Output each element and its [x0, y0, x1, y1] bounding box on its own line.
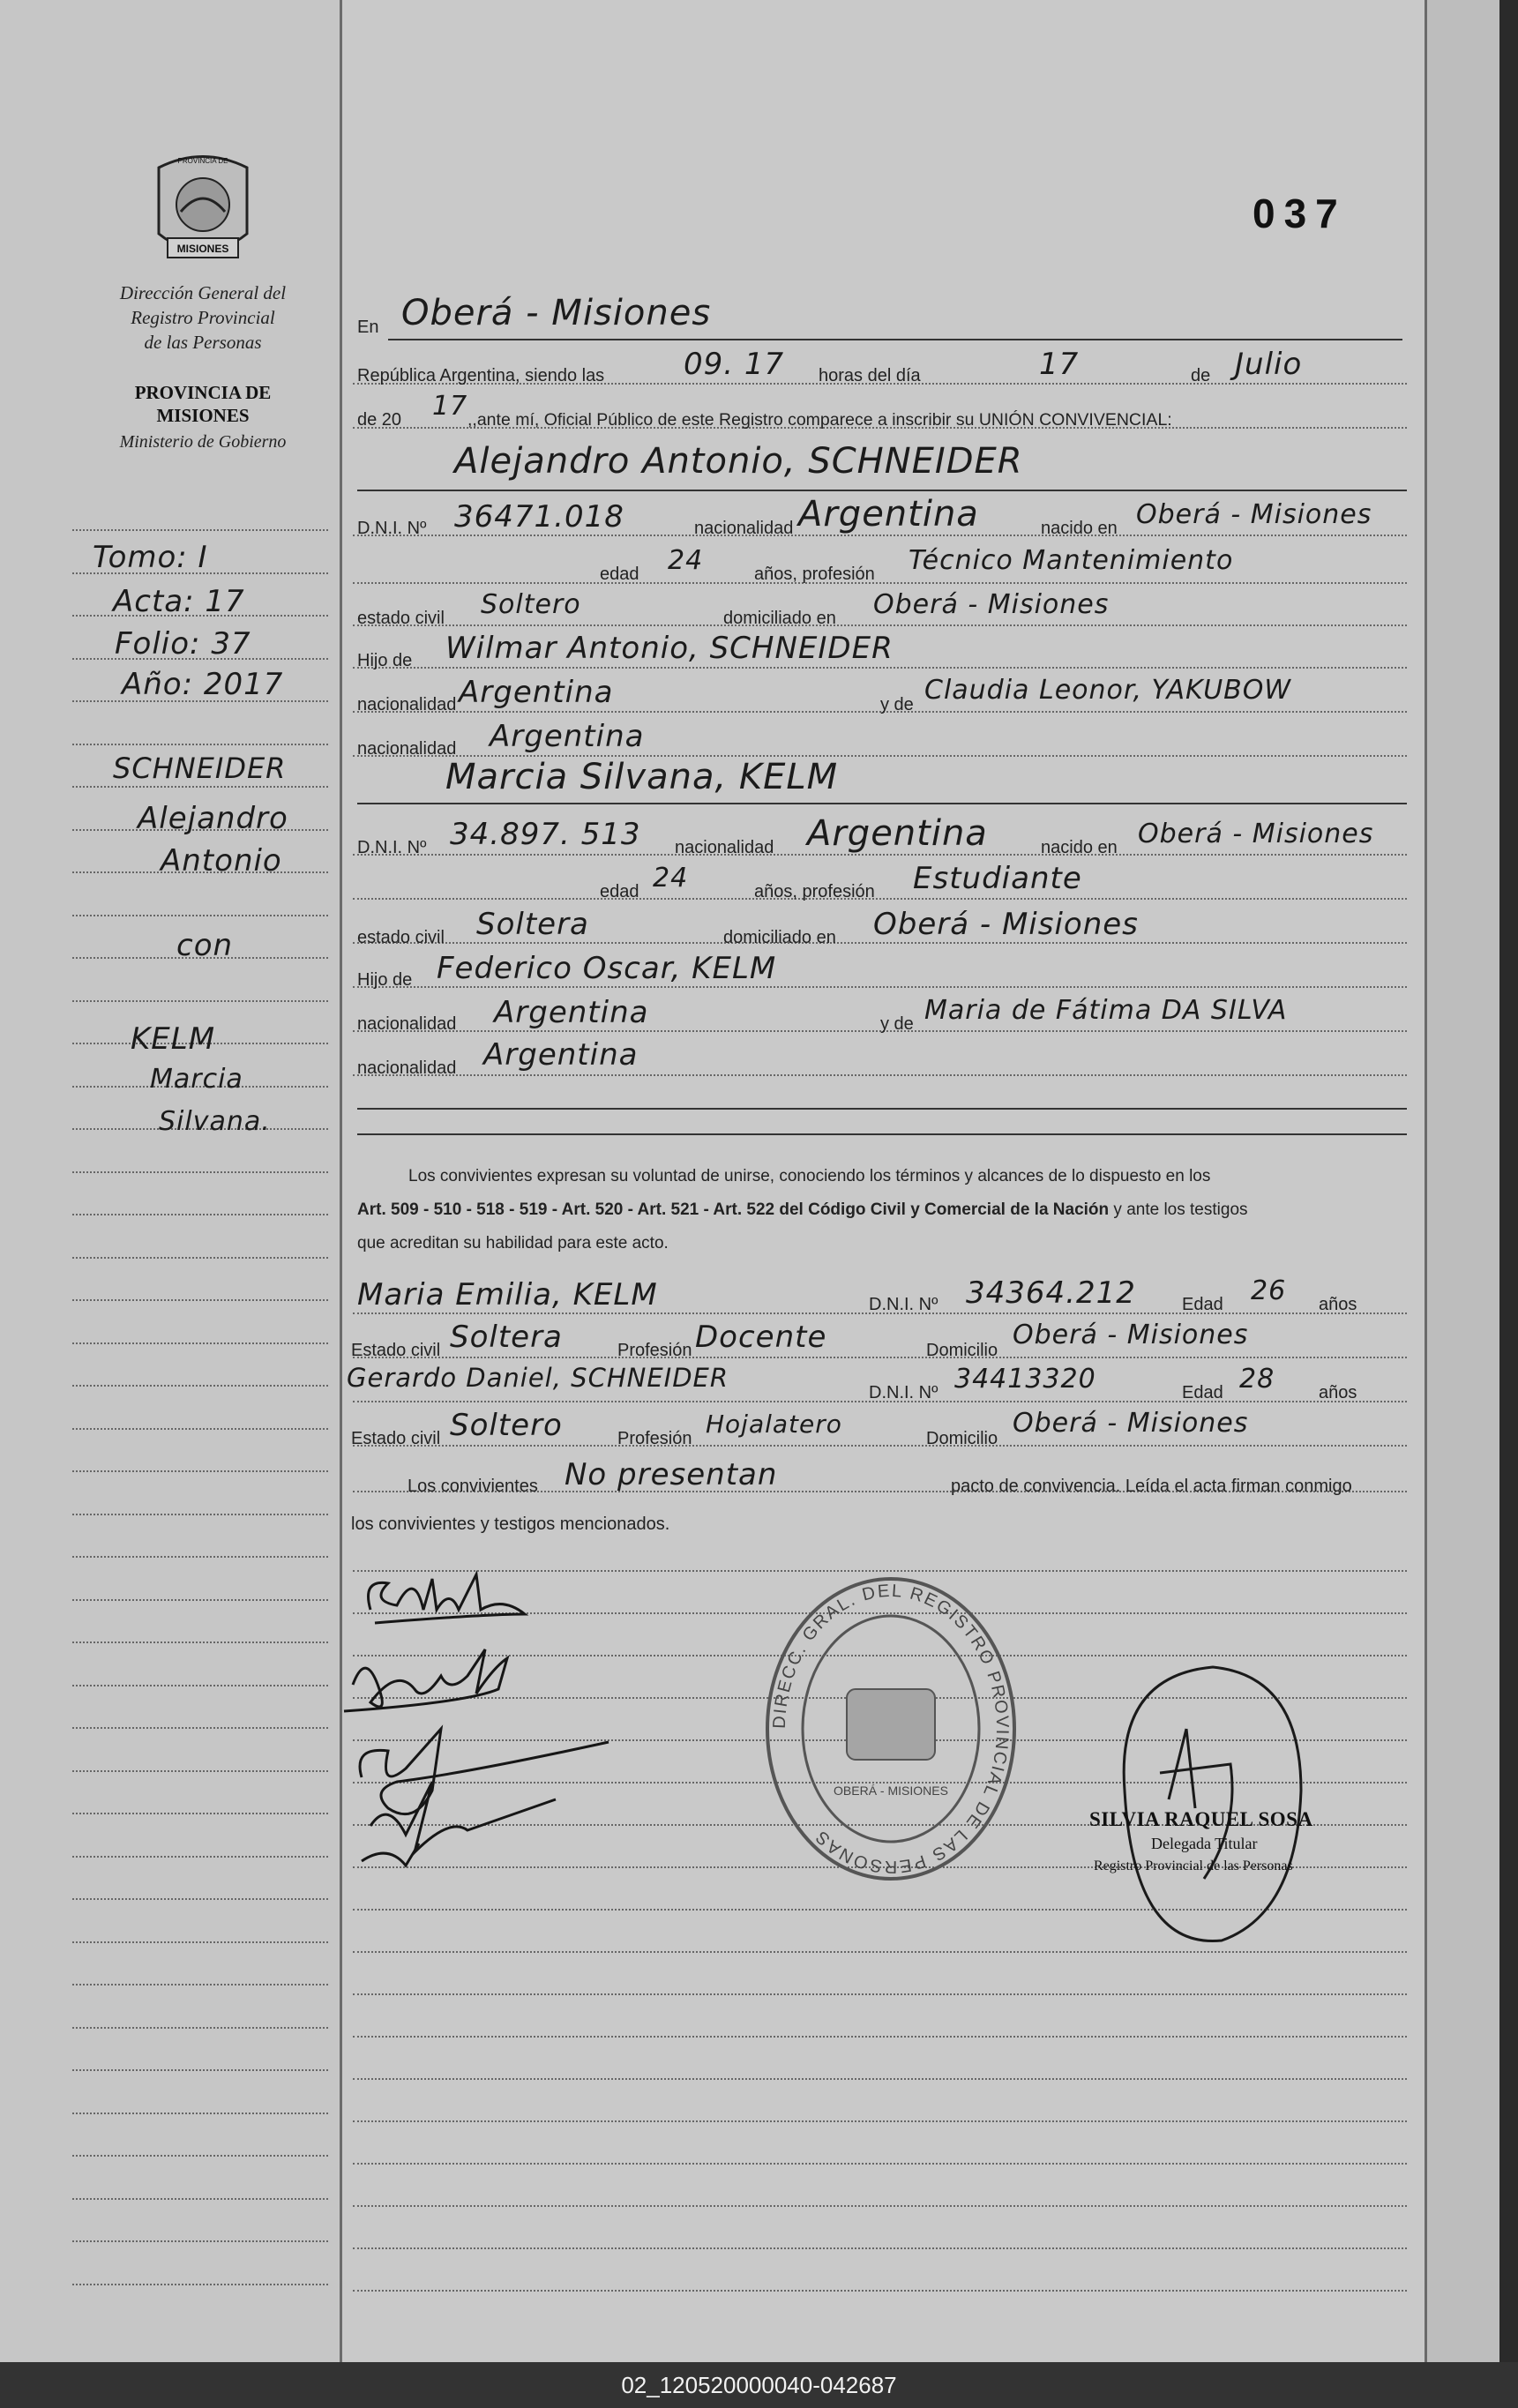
label-ante-mi: ,,ante mí, Oficial Público de este Registro comparece a inscribir su UNIÓN CONVIVENCIAL:: [467, 410, 1172, 430]
act-day: 17: [1039, 347, 1080, 382]
margin-rule: [72, 1299, 328, 1301]
signatures: [335, 1561, 635, 1896]
p2-section-end-2: [357, 1133, 1407, 1135]
w1-domicile: Oberá - Misiones: [1013, 1320, 1249, 1350]
w1-label-dom: Domicilio: [926, 1341, 998, 1360]
label-republica: República Argentina, siendo las: [357, 366, 605, 385]
p1-birthplace: Oberá - Misiones: [1136, 499, 1372, 530]
ministry-name: Ministerio de Gobierno: [119, 432, 287, 452]
act-year: 17: [432, 391, 468, 422]
margin-rule: [72, 1727, 328, 1729]
w1-profession: Docente: [695, 1320, 827, 1355]
margin-rule: [72, 1470, 328, 1472]
margin-rule: [72, 1770, 328, 1772]
w2-age: 28: [1239, 1364, 1275, 1395]
margin-rule: [72, 1685, 328, 1686]
margin-rule: [72, 2155, 328, 2157]
legal-line2-rest: y ante los testigos: [1113, 1200, 1248, 1219]
province-line1: PROVINCIA DE: [134, 382, 272, 403]
p2-label-nacido: nacido en: [1041, 838, 1118, 857]
agency-name: [79, 280, 326, 355]
act-place: Oberá - Misiones: [401, 293, 712, 333]
p2-domicile: Oberá - Misiones: [873, 907, 1139, 942]
margin-rule: [72, 915, 328, 916]
form-rule: [353, 1357, 1407, 1358]
province-name: [79, 381, 326, 427]
margin-rule: [72, 1599, 328, 1601]
p1-label-prof: años, profesión: [754, 565, 875, 584]
form-rule: [353, 898, 1407, 900]
form-rule: [353, 624, 1407, 626]
p2-section-end-1: [357, 1108, 1407, 1110]
margin-given1a: Alejandro: [138, 801, 288, 836]
w1-civil-status: Soltera: [450, 1320, 563, 1355]
label-conv-prefix: Los convivientes: [408, 1477, 538, 1496]
p1-mother: Claudia Leonor, YAKUBOW: [924, 675, 1292, 706]
stamp-ring-text: DIRECC. GRAL. DEL REGISTRO PROVINCIAL DE LAS PERSONAS: [769, 1581, 1013, 1877]
p1-label-nac: nacionalidad: [694, 519, 794, 538]
blank-rule: [353, 2036, 1407, 2038]
p1-label-hijo: Hijo de: [357, 651, 413, 670]
label-conv-suffix: pacto de convivencia. Leída el acta firman conmigo: [951, 1477, 1352, 1496]
signature-3: [360, 1729, 609, 1866]
margin-tomo: Tomo: I: [93, 540, 208, 575]
p1-civil-status: Soltero: [481, 589, 581, 620]
p1-domicile: Oberá - Misiones: [873, 589, 1110, 620]
margin-rule: [72, 1385, 328, 1387]
w2-name: Gerardo Daniel, SCHNEIDER: [347, 1363, 729, 1393]
margin-rule: [72, 1556, 328, 1558]
p1-father-nat: Argentina: [459, 675, 614, 710]
margin-column: [0, 0, 342, 2362]
blank-rule: [353, 2078, 1407, 2080]
p1-label-yde: y de: [880, 695, 914, 714]
margin-given2b: Silvana.: [159, 1106, 271, 1137]
p1-label-edad: edad: [600, 565, 639, 584]
w2-domicile: Oberá - Misiones: [1013, 1408, 1249, 1439]
w1-label-dni: D.N.I. Nº: [869, 1295, 938, 1314]
margin-acta: Acta: 17: [113, 584, 245, 619]
margin-rule: [72, 1257, 328, 1259]
p2-mother: Maria de Fátima DA SILVA: [924, 995, 1288, 1026]
form-rule: [353, 1445, 1407, 1447]
margin-rule: [72, 2198, 328, 2200]
province-line2: MISIONES: [156, 405, 250, 426]
w1-label-estado: Estado civil: [351, 1341, 441, 1360]
stamp-center-text: OBERÁ - MISIONES: [834, 1784, 948, 1798]
blank-rule: [353, 2120, 1407, 2122]
legal-line2: [357, 1193, 1407, 1227]
w1-dni: 34364.212: [966, 1275, 1136, 1311]
form-rule: [353, 667, 1407, 669]
w2-dni: 34413320: [954, 1364, 1096, 1395]
w2-label-estado: Estado civil: [351, 1429, 441, 1448]
form-rule: [353, 582, 1407, 584]
legal-articles: Art. 509 - 510 - 518 - 519 - Art. 520 - Art. 521 - Art. 522 del Código Civil y Comercial de la Nación: [357, 1200, 1110, 1219]
p2-name-underline: [357, 803, 1407, 804]
margin-rule: [72, 1813, 328, 1814]
margin-folio: Folio: 37: [115, 626, 251, 662]
p2-label-hijo: Hijo de: [357, 970, 413, 990]
margin-rule: [72, 1342, 328, 1344]
margin-rule: [72, 1171, 328, 1173]
page-number: 037: [1253, 191, 1347, 236]
blank-rule: [353, 2247, 1407, 2249]
p1-profession: Técnico Mantenimiento: [909, 545, 1234, 576]
w2-profession: Hojalatero: [706, 1410, 842, 1439]
margin-rule: [72, 1214, 328, 1215]
p2-mother-nat: Argentina: [483, 1037, 639, 1073]
margin-rule: [72, 529, 328, 531]
w1-label-edad: Edad: [1182, 1295, 1223, 1314]
p2-label-dom: domiciliado en: [723, 928, 836, 947]
p2-civil-status: Soltera: [476, 907, 589, 942]
w2-label-dni: D.N.I. Nº: [869, 1383, 938, 1402]
p2-label-prof: años, profesión: [754, 882, 875, 901]
p1-label-dom: domiciliado en: [723, 609, 836, 628]
form-rule: [353, 986, 1407, 988]
page-edge: [1425, 0, 1499, 2362]
label-en: En: [357, 318, 379, 337]
label-de-month: de: [1191, 366, 1211, 385]
w1-label-anios: años: [1319, 1295, 1357, 1314]
p2-label-dni: D.N.I. Nº: [357, 838, 427, 857]
form-rule: [353, 942, 1407, 944]
w1-name: Maria Emilia, KELM: [357, 1277, 658, 1312]
official-name: SILVIA RAQUEL SOSA: [1089, 1808, 1313, 1830]
blank-rule: [353, 1993, 1407, 1995]
margin-rule: [72, 1000, 328, 1002]
w2-label-prof: Profesión: [617, 1429, 692, 1448]
margin-rule: [72, 1641, 328, 1643]
agency-line1: Dirección General del: [119, 282, 287, 303]
label-de-20: de 20: [357, 410, 402, 430]
margin-rule: [72, 2027, 328, 2029]
legal-paragraph: [357, 1160, 1407, 1260]
margin-surname2: KELM: [131, 1021, 216, 1057]
p1-nationality: Argentina: [798, 494, 979, 535]
official-title: Delegada Titular: [1151, 1835, 1258, 1852]
label-conv-line2: los convivientes y testigos mencionados.: [351, 1514, 670, 1534]
margin-surname1: SCHNEIDER: [113, 752, 287, 785]
w2-label-anios: años: [1319, 1383, 1357, 1402]
act-time: 09. 17: [684, 347, 785, 382]
signature-1: [369, 1574, 526, 1623]
p2-father-nat: Argentina: [494, 995, 649, 1030]
margin-rule: [72, 1898, 328, 1900]
logo-text-top: PROVINCIA DE: [177, 157, 228, 165]
p2-age: 24: [653, 863, 689, 894]
p2-label-fnac: nacionalidad: [357, 1014, 457, 1034]
agency-line3: de las Personas: [144, 332, 262, 353]
p1-label-dni: D.N.I. Nº: [357, 519, 427, 538]
margin-rule: [72, 1514, 328, 1515]
p2-profession: Estudiante: [913, 861, 1082, 896]
margin-anio: Año: 2017: [122, 667, 284, 702]
margin-rule: [72, 1856, 328, 1858]
margin-rule: [72, 1984, 328, 1985]
agency-line2: Registro Provincial: [131, 307, 275, 328]
w2-label-dom: Domicilio: [926, 1429, 998, 1448]
p1-full-name: Alejandro Antonio, SCHNEIDER: [454, 441, 1023, 482]
blank-rule: [353, 2290, 1407, 2292]
form-rule: [353, 854, 1407, 856]
form-rule: [353, 1074, 1407, 1076]
legal-line3: que acreditan su habilidad para este acto.: [357, 1234, 669, 1253]
signature-2: [344, 1649, 507, 1711]
provincial-seal-logo: [150, 150, 256, 269]
p1-label-nacido: nacido en: [1041, 519, 1118, 538]
margin-rule: [72, 2113, 328, 2114]
blank-rule: [353, 2163, 1407, 2165]
margin-rule: [72, 2284, 328, 2285]
margin-given1b: Antonio: [161, 843, 282, 879]
p1-dni: 36471.018: [454, 499, 624, 535]
form-rule: [353, 535, 1407, 536]
p2-father: Federico Oscar, KELM: [437, 951, 777, 986]
blank-rule: [353, 2205, 1407, 2207]
p2-label-edad: edad: [600, 882, 639, 901]
p2-label-estado: estado civil: [357, 928, 445, 947]
official-office: Registro Provincial de las Personas: [1094, 1858, 1293, 1873]
p2-birthplace: Oberá - Misiones: [1138, 819, 1374, 849]
p2-label-nac: nacionalidad: [675, 838, 774, 857]
place-underline: [388, 339, 1402, 340]
p2-full-name: Marcia Silvana, KELM: [445, 757, 839, 797]
w1-label-prof: Profesión: [617, 1341, 692, 1360]
legal-line1: Los convivientes expresan su voluntad de unirse, conociendo los términos y alcances de lo dispuesto en los: [408, 1167, 1211, 1185]
p1-name-underline: [357, 490, 1407, 491]
p1-mother-nat: Argentina: [490, 719, 645, 754]
margin-rule: [72, 744, 328, 745]
w1-age: 26: [1251, 1275, 1287, 1306]
p2-nationality: Argentina: [807, 813, 988, 854]
margin-rule: [72, 786, 328, 788]
p2-label-mnac: nacionalidad: [357, 1058, 457, 1078]
scan-footer-id: 02_120520000040-042687: [0, 2362, 1518, 2408]
pact-status: No presentan: [565, 1457, 778, 1492]
p1-label-mnac: nacionalidad: [357, 739, 457, 759]
p2-label-yde: y de: [880, 1014, 914, 1034]
logo-text-bottom: MISIONES: [176, 243, 229, 255]
margin-rule: [72, 2069, 328, 2071]
w2-label-edad: Edad: [1182, 1383, 1223, 1402]
margin-rule: [72, 1428, 328, 1430]
w2-civil-status: Soltero: [450, 1408, 563, 1443]
p1-label-fnac: nacionalidad: [357, 695, 457, 714]
margin-given2a: Marcia: [150, 1064, 243, 1095]
margin-con: con: [176, 928, 234, 963]
margin-rule: [72, 1941, 328, 1943]
p2-dni: 34.897. 513: [450, 817, 641, 852]
label-horas: horas del día: [819, 366, 921, 385]
act-month: Julio: [1235, 347, 1303, 382]
official-stamp: [763, 1574, 1019, 1883]
p1-age: 24: [668, 545, 704, 576]
p1-father: Wilmar Antonio, SCHNEIDER: [445, 631, 894, 666]
p1-label-estado: estado civil: [357, 609, 445, 628]
margin-rule: [72, 2240, 328, 2242]
